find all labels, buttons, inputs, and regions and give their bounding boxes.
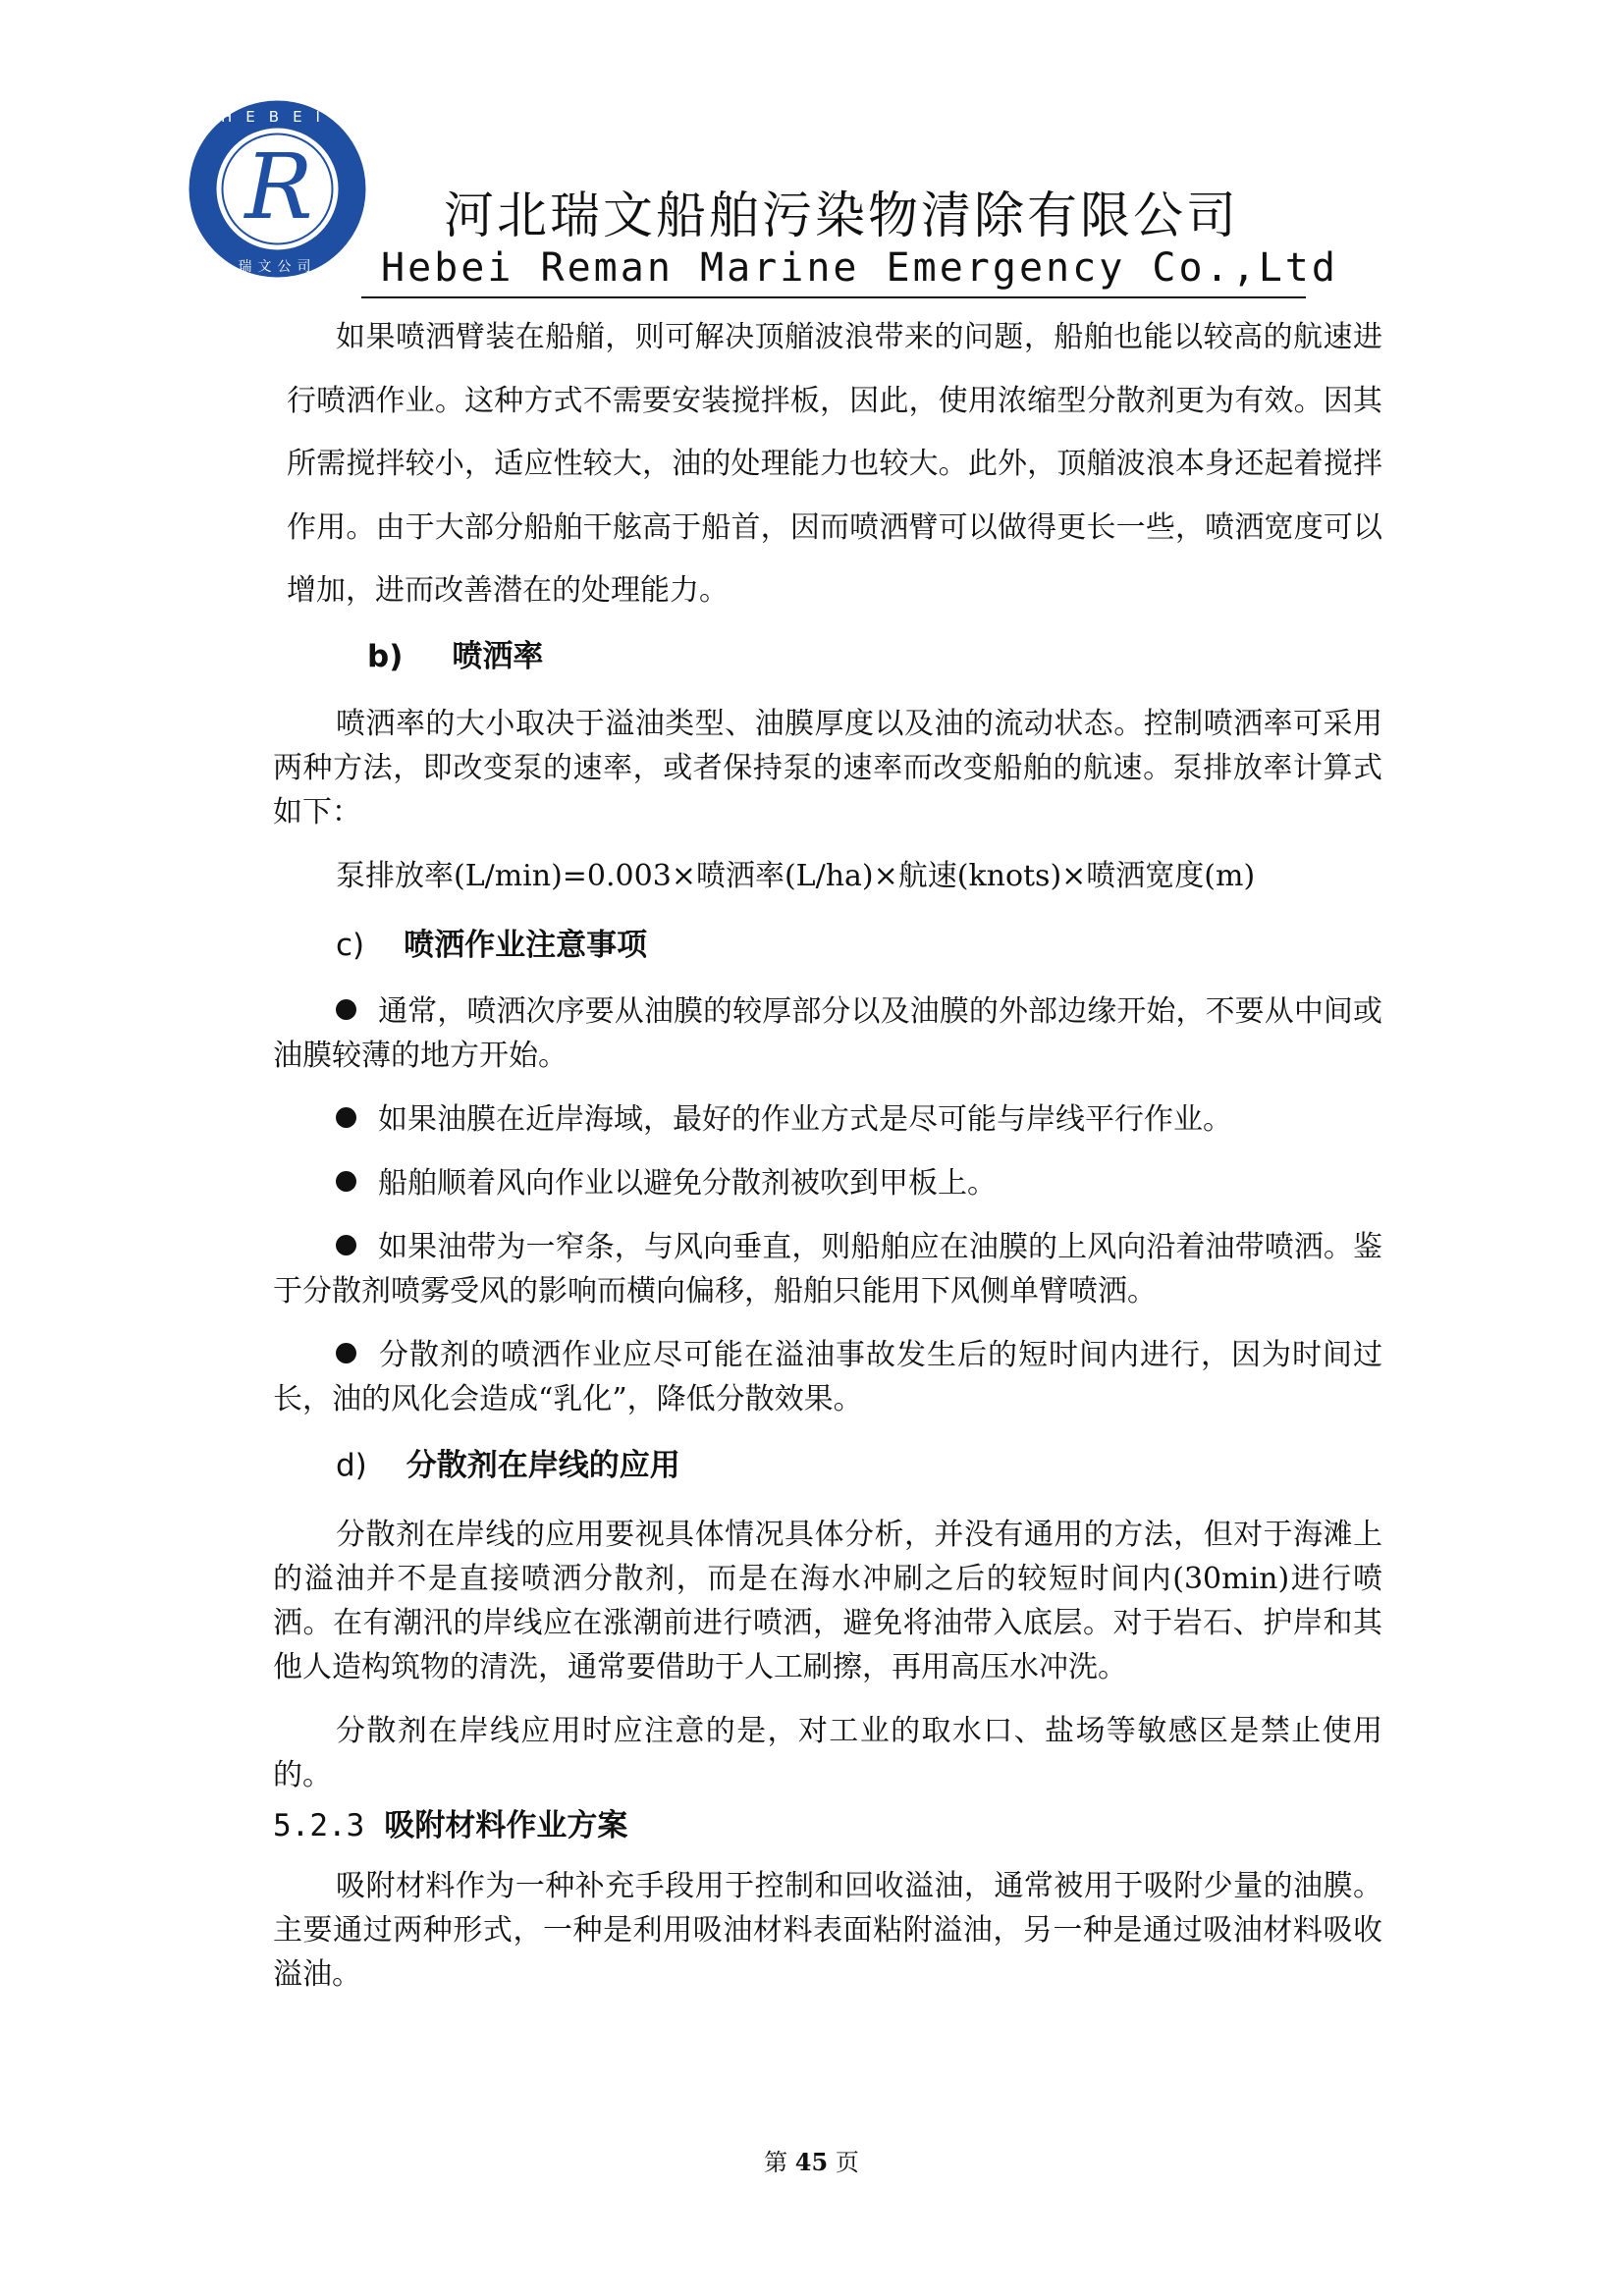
heading-b-title: 喷洒率 — [452, 638, 544, 674]
bullet-item-1: 通常，喷洒次序要从油膜的较厚部分以及油膜的外部边缘开始，不要从中间或油膜较薄的地方开始。 — [273, 993, 1382, 1073]
paragraph-2: 喷洒率的大小取决于溢油类型、油膜厚度以及油的流动状态。控制喷洒率可采用两种方法，即改变泵的速率，或者保持泵的速率而改变船舶的航速。泵排放率计算式如下： — [273, 706, 1382, 829]
bullet-dot — [336, 1343, 356, 1363]
paragraph-1: 如果喷洒臂装在船艏，则可解决顶艏波浪带来的问题，船舶也能以较高的航速进行喷洒作业。这种方式不需要安装搅拌板，因此，使用浓缩型分散剂更为有效。因其所需搅拌较小，适应性较大，油的处理能力也较大。此外，顶艏波浪本身还起着搅拌作用。由于大部分船舶干舷高于船首，因而喷洒臂可以做得更长一些，喷洒宽度可以增加，进而改善潜在的处理能力。 — [287, 320, 1382, 608]
bullet-dot — [336, 1107, 356, 1128]
bullet-item-5: 分散剂的喷洒作业应尽可能在溢油事故发生后的短时间内进行，因为时间过长，油的风化会造成“乳化”，降低分散效果。 — [273, 1337, 1382, 1416]
heading-d-title: 分散剂在岸线的应用 — [406, 1447, 680, 1483]
bullet-item-2: 如果油膜在近岸海域，最好的作业方式是尽可能与岸线平行作业。 — [273, 1097, 1382, 1142]
section-title: 吸附材料作业方案 — [384, 1807, 628, 1843]
section-number: 5.2.3 — [273, 1807, 365, 1843]
heading-c-label: c) — [336, 927, 365, 963]
heading-c — [273, 921, 1382, 970]
heading-d — [273, 1439, 1382, 1493]
bullet-dot — [336, 1171, 356, 1192]
bullet-list — [273, 989, 1382, 1421]
bullet-item-3: 船舶顺着风向作业以避免分散剂被吹到甲板上。 — [273, 1161, 1382, 1205]
logo-bottom-text: 瑞文公司 — [238, 259, 317, 275]
company-name-cn: 河北瑞文船舶污染物清除有限公司 — [444, 187, 1240, 245]
footer-suffix: 页 — [835, 2149, 859, 2176]
paragraph-3: 分散剂在岸线的应用要视具体情况具体分析，并没有通用的方法，但对于海滩上的溢油并不是直接喷洒分散剂，而是在海水冲刷之后的较短时间内(30min)进行喷洒。在有潮汛的岸线应在涨潮前进行喷洒，避免将油带入底层。对于岩石、护岸和其他人造构筑物的清洗，通常要借助于人工刷擦，再用高压水冲洗。 — [273, 1517, 1382, 1684]
heading-d-label: d) — [336, 1447, 367, 1483]
heading-b — [273, 627, 1382, 686]
section-heading-5-2-3 — [273, 1801, 1382, 1850]
page-content — [273, 306, 1382, 1997]
logo-ring-text: HEBEI — [221, 108, 334, 126]
page-footer — [0, 2143, 1623, 2177]
bullet-dot — [336, 1235, 356, 1255]
paragraph-4: 分散剂在岸线应用时应注意的是，对工业的取水口、盐场等敏感区是禁止使用的。 — [273, 1713, 1382, 1792]
company-name-en: Hebei Reman Marine Emergency Co.,Ltd — [381, 245, 1338, 291]
bullet-item-4: 如果油带为一窄条，与风向垂直，则船舶应在油膜的上风向沿着油带喷洒。鉴于分散剂喷雾受风的影响而横向偏移，船舶只能用下风侧单臂喷洒。 — [273, 1229, 1382, 1308]
footer-prefix: 第 — [764, 2149, 788, 2176]
bullet-dot — [336, 999, 356, 1020]
header-rule — [361, 296, 1306, 298]
logo-letter: R — [244, 134, 313, 240]
heading-b-label: b) — [367, 638, 404, 674]
company-logo — [187, 98, 368, 280]
formula: 泵排放率(L/min)=0.003×喷洒率(L/ha)×航速(knots)×喷洒宽度(m) — [336, 858, 1256, 893]
heading-c-title: 喷洒作业注意事项 — [404, 927, 648, 963]
paragraph-5: 吸附材料作为一种补充手段用于控制和回收溢油，通常被用于吸附少量的油膜。主要通过两种形式，一种是利用吸油材料表面粘附溢油，另一种是通过吸油材料吸收溢油。 — [273, 1868, 1382, 1992]
page-number: 45 — [794, 2148, 829, 2176]
company-logo-icon — [187, 98, 368, 280]
